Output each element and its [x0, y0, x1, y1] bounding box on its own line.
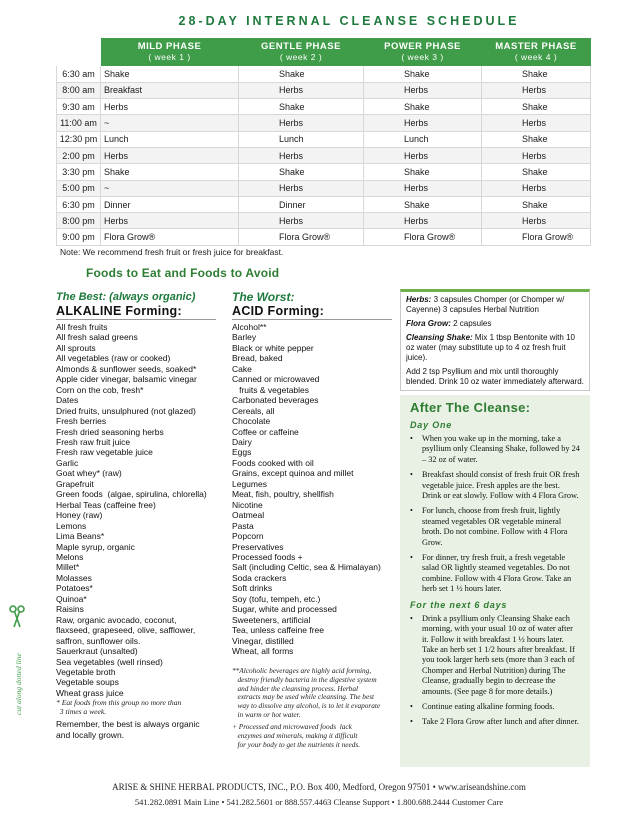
food-item: Legumes — [232, 478, 267, 489]
schedule-cell: Shake — [364, 164, 482, 180]
schedule-cell: Herbs — [482, 82, 591, 98]
food-item: Popcorn — [232, 531, 264, 542]
food-item: Raw, organic avocado, coconut, — [56, 614, 177, 625]
food-item: Chocolate — [232, 416, 271, 427]
food-item: Grapefruit — [56, 478, 94, 489]
schedule-cell: Herbs — [364, 147, 482, 163]
organic-reminder — [56, 719, 200, 740]
footnote-line: **Alcoholic beverages are highly acid forming, — [232, 666, 372, 675]
phase-header: GENTLE PHASE ( week 2 ) — [239, 38, 364, 66]
food-item: Barley — [232, 332, 257, 343]
instruction-item: • For dinner, try fresh fruit, a fresh vegetable salad OR lightly steamed vegetables. Do not combine. Follow with 4 Flora Grow. Take an herb set 1 ½ hours later. — [410, 553, 580, 595]
food-item: Grains, except quinoa and millet — [232, 468, 354, 479]
food-item: Sweeteners, artificial — [232, 614, 311, 625]
food-item: Quinoa* — [56, 593, 87, 604]
food-item: flaxseed, grapeseed, olive, safflower, — [56, 625, 196, 636]
schedule-cell: Shake — [101, 66, 239, 82]
time-cell: 6:30 am — [57, 66, 101, 82]
flora-label: Flora Grow: — [406, 319, 451, 328]
instruction-item: • Take 2 Flora Grow after lunch and after dinner. — [410, 717, 580, 727]
company-phones: 541.282.0891 Main Line • 541.282.5601 or 888.557.4463 Cleanse Support • 1.800.688.2444 Customer Care — [134, 797, 504, 807]
processed-footnote — [232, 723, 360, 749]
schedule-row — [57, 147, 591, 163]
schedule-cell: Shake — [482, 196, 591, 212]
footnote-line: in warm or hot water. — [232, 709, 301, 719]
schedule-cell: Shake — [364, 99, 482, 115]
food-item: Pasta — [232, 520, 254, 531]
schedule-cell: Dinner — [101, 196, 239, 212]
schedule-cell: Lunch — [239, 131, 364, 147]
schedule-cell: Herbs — [482, 115, 591, 131]
food-item: Fresh dried seasoning herbs — [56, 426, 164, 437]
alcohol-footnote — [232, 667, 380, 720]
food-item: Fresh raw vegetable juice — [56, 447, 153, 458]
food-item: Molasses — [56, 572, 92, 583]
food-item: fruits & vegetables — [232, 384, 310, 395]
food-item: Dried fruits, unsulphured (not glazed) — [56, 405, 196, 416]
heading-rule — [232, 319, 392, 320]
food-item: Sugar, white and processed — [232, 604, 337, 615]
schedule-cell: Herbs — [364, 180, 482, 196]
food-item: Alcohol** — [232, 322, 267, 332]
foods-heading: Foods to Eat and Foods to Avoid — [86, 266, 280, 280]
footnote-line: * Eat foods from this group no more than — [56, 698, 182, 707]
food-item: Sauerkraut (unsalted) — [56, 646, 138, 657]
food-item: All fresh salad greens — [56, 332, 138, 343]
footnote-line: extracts may be used while cleansing. The best — [232, 692, 375, 702]
footnote-line: way to dissolve any alcohol, is to let it evaporate — [232, 701, 381, 711]
schedule-row — [57, 164, 591, 180]
food-item: Dates — [56, 395, 79, 406]
food-item: Tea, unless caffeine free — [232, 625, 324, 636]
food-item: Fresh berries — [56, 416, 107, 427]
alkaline-footnote — [56, 699, 181, 717]
food-item: Almonds & sunflower seeds, soaked* — [56, 363, 197, 374]
schedule-cell: Shake — [364, 66, 482, 82]
reminder-line: Remember, the best is always organic — [56, 719, 200, 729]
schedule-cell: Herbs — [239, 82, 364, 98]
schedule-cell: Shake — [482, 99, 591, 115]
food-item: Maple syrup, organic — [56, 541, 135, 552]
cut-line-label: cut along dotted line — [14, 653, 23, 715]
food-item: Potatoes* — [56, 583, 93, 594]
schedule-cell: Lunch — [364, 131, 482, 147]
food-item: Melons — [56, 551, 84, 562]
food-item: Preservatives — [232, 541, 284, 552]
schedule-cell: Herbs — [364, 115, 482, 131]
schedule-row — [57, 229, 591, 245]
cleanse-schedule-table — [56, 38, 591, 246]
schedule-cell: Herbs — [364, 82, 482, 98]
food-item: Carbonated beverages — [232, 395, 319, 406]
food-item: Nicotine — [232, 499, 263, 510]
food-item: Canned or microwaved — [232, 374, 320, 385]
next-days-list — [410, 614, 580, 728]
food-item: Bread, baked — [232, 353, 283, 364]
instruction-item: • When you wake up in the morning, take a psyllium only Cleansing Shake, followed by 24 – 32 oz of water. — [410, 434, 580, 465]
psyllium-text: Add 2 tsp Psyllium and mix until thoroughly blended. Drink 10 oz water immediately afterward. — [406, 367, 584, 386]
schedule-cell: Shake — [364, 196, 482, 212]
food-item: Oatmeal — [232, 510, 265, 521]
food-item: Vegetable broth — [56, 666, 116, 677]
food-item: Fresh raw fruit juice — [56, 436, 131, 447]
food-item: Meat, fish, poultry, shellfish — [232, 489, 334, 500]
schedule-cell: Herbs — [482, 213, 591, 229]
food-item: Salt (including Celtic, sea & Himalayan) — [232, 562, 381, 573]
next-days-heading: For the next 6 days — [410, 599, 508, 610]
instruction-item: • For lunch, choose from fresh fruit, lightly steamed vegetables OR vegetable mineral broth. Do not combine. Follow with 4 Flora Grow. — [410, 506, 580, 548]
best-heading: The Best: (always organic) — [56, 291, 196, 303]
phase-header: MILD PHASE ( week 1 ) — [101, 38, 239, 66]
acid-heading: ACID Forming: — [232, 304, 325, 318]
schedule-cell: Herbs — [482, 180, 591, 196]
food-item: Black or white pepper — [232, 342, 314, 353]
footnote-line: enzymes and minerals, making it difficult — [232, 730, 358, 740]
food-item: Millet* — [56, 562, 80, 573]
schedule-row — [57, 213, 591, 229]
food-item: Lima Beans* — [56, 531, 105, 542]
alkaline-heading: ALKALINE Forming: — [56, 304, 182, 318]
phase-header: POWER PHASE ( week 3 ) — [364, 38, 482, 66]
day-one-heading: Day One — [410, 420, 453, 430]
food-item: Wheat grass juice — [56, 687, 124, 698]
schedule-cell: Herbs — [364, 213, 482, 229]
food-item: Cereals, all — [232, 405, 275, 416]
food-item: Processed foods + — [232, 551, 303, 562]
phase-header: MASTER PHASE ( week 4 ) — [482, 38, 591, 66]
schedule-cell: Flora Grow® — [239, 229, 364, 245]
instruction-item: • Drink a psyllium only Cleansing Shake each morning, with your usual 10 oz of water after it. Follow it with breakfast 1 ½ hours later. Take an herb set 1 1/2 hours after breakfast. If you took larger herb sets (more than 3 each of Chomper and Herbal Nutrition) during The Cleanse, gradually begin to decrease the amounts. (See page 8 for more details.) — [410, 614, 580, 697]
schedule-cell: Herbs — [239, 115, 364, 131]
schedule-cell: Shake — [239, 66, 364, 82]
schedule-cell: Flora Grow® — [364, 229, 482, 245]
time-cell: 8:00 pm — [57, 213, 101, 229]
heading-rule — [56, 319, 216, 320]
food-item: Green foods (algae, spirulina, chlorella) — [56, 489, 207, 500]
food-item: Eggs — [232, 447, 252, 458]
acid-food-list — [232, 322, 381, 657]
food-item: Dairy — [232, 436, 252, 447]
reminder-line: and locally grown. — [56, 729, 125, 740]
schedule-cell: ~ — [101, 115, 239, 131]
schedule-cell: Dinner — [239, 196, 364, 212]
schedule-row — [57, 66, 591, 82]
time-column-header — [57, 38, 101, 66]
food-item: Soy (tofu, tempeh, etc.) — [232, 593, 321, 604]
food-item: Foods cooked with oil — [232, 457, 314, 468]
food-item: saffron, sunflower oils. — [56, 635, 141, 646]
scissors-icon — [8, 605, 26, 629]
schedule-row — [57, 115, 591, 131]
food-item: Corn on the cob, fresh* — [56, 384, 144, 395]
footnote-line: 3 times a week. — [56, 706, 107, 716]
food-item: All fresh fruits — [56, 322, 108, 332]
worst-heading: The Worst: — [232, 290, 295, 304]
food-item: Sea vegetables (well rinsed) — [56, 656, 163, 667]
food-item: Soda crackers — [232, 572, 287, 583]
time-cell: 12:30 pm — [57, 131, 101, 147]
page-title: 28-DAY INTERNAL CLEANSE SCHEDULE — [178, 14, 520, 28]
schedule-cell: Herbs — [101, 147, 239, 163]
food-item: Herbal Teas (caffeine free) — [56, 499, 156, 510]
schedule-cell: ~ — [101, 180, 239, 196]
schedule-cell: Shake — [239, 164, 364, 180]
schedule-cell: Lunch — [101, 131, 239, 147]
instruction-item: • Continue eating alkaline forming foods. — [410, 702, 580, 712]
time-cell: 3:30 pm — [57, 164, 101, 180]
herbs-text: 3 capsules Chomper (or Chomper w/ Cayenne) 3 capsules Herbal Nutrition — [406, 295, 565, 314]
instruction-item: • Breakfast should consist of fresh fruit OR fresh vegetable juice. Fresh apples are the best. Drink or eat slowly. Follow with 4 Flora Grow. — [410, 470, 580, 501]
company-address: ARISE & SHINE HERBAL PRODUCTS, INC., P.O. Box 400, Medford, Oregon 97501 • www.ariseandshine.com — [112, 782, 526, 792]
food-item: Vegetable soups — [56, 677, 119, 688]
schedule-cell: Breakfast — [101, 82, 239, 98]
schedule-cell: Flora Grow® — [482, 229, 591, 245]
alkaline-food-list — [56, 322, 207, 698]
food-item: All vegetables (raw or cooked) — [56, 353, 171, 364]
time-cell: 9:30 am — [57, 99, 101, 115]
schedule-cell: Herbs — [101, 99, 239, 115]
schedule-cell: Shake — [239, 99, 364, 115]
time-cell: 6:30 pm — [57, 196, 101, 212]
schedule-cell: Shake — [101, 164, 239, 180]
schedule-cell: Shake — [482, 131, 591, 147]
herbs-info-box — [400, 289, 590, 391]
schedule-cell: Herbs — [101, 213, 239, 229]
schedule-cell: Flora Grow® — [101, 229, 239, 245]
food-item: Lemons — [56, 520, 87, 531]
food-item: All sprouts — [56, 342, 96, 353]
food-item: Apple cider vinegar, balsamic vinegar — [56, 374, 197, 385]
schedule-cell: Shake — [482, 164, 591, 180]
schedule-row — [57, 131, 591, 147]
footnote-line: for your body to get the nutrients it needs. — [232, 739, 361, 749]
after-cleanse-heading: After The Cleanse: — [410, 400, 531, 415]
schedule-cell: Herbs — [239, 147, 364, 163]
schedule-row — [57, 82, 591, 98]
schedule-cell: Herbs — [239, 180, 364, 196]
food-item: Soft drinks — [232, 583, 273, 594]
shake-label: Cleansing Shake: — [406, 333, 473, 342]
food-item: Coffee or caffeine — [232, 426, 299, 437]
herbs-label: Herbs: — [406, 295, 432, 304]
schedule-row — [57, 180, 591, 196]
footnote-line: and hinder the cleansing process. Herbal — [232, 683, 358, 693]
footnote-line: + Processed and microwaved foods lack — [232, 722, 352, 731]
flora-text: 2 capsules — [450, 319, 492, 328]
time-cell: 8:00 am — [57, 82, 101, 98]
shake-text: Mix 1 tbsp Bentonite with 10 oz water (may substitute up to 4 oz fresh fruit juice). — [406, 333, 575, 362]
food-item: Raisins — [56, 604, 84, 615]
footnote-line: destroy friendly bacteria in the digestive system — [232, 674, 377, 684]
food-item: Wheat, all forms — [232, 646, 294, 657]
time-cell: 2:00 pm — [57, 147, 101, 163]
day-one-list — [410, 434, 580, 595]
schedule-header-row — [57, 38, 591, 66]
schedule-row — [57, 196, 591, 212]
time-cell: 5:00 pm — [57, 180, 101, 196]
breakfast-note: Note: We recommend fresh fruit or fresh juice for breakfast. — [60, 247, 284, 257]
food-item: Garlic — [56, 457, 79, 468]
schedule-cell: Shake — [482, 66, 591, 82]
food-item: Honey (raw) — [56, 510, 103, 521]
schedule-row — [57, 99, 591, 115]
time-cell: 9:00 pm — [57, 229, 101, 245]
food-item: Cake — [232, 363, 252, 374]
after-cleanse-panel — [400, 395, 590, 767]
food-item: Goat whey* (raw) — [56, 468, 122, 479]
schedule-cell: Herbs — [482, 147, 591, 163]
schedule-cell: Herbs — [239, 213, 364, 229]
food-item: Vinegar, distilled — [232, 635, 294, 646]
time-cell: 11:00 am — [57, 115, 101, 131]
